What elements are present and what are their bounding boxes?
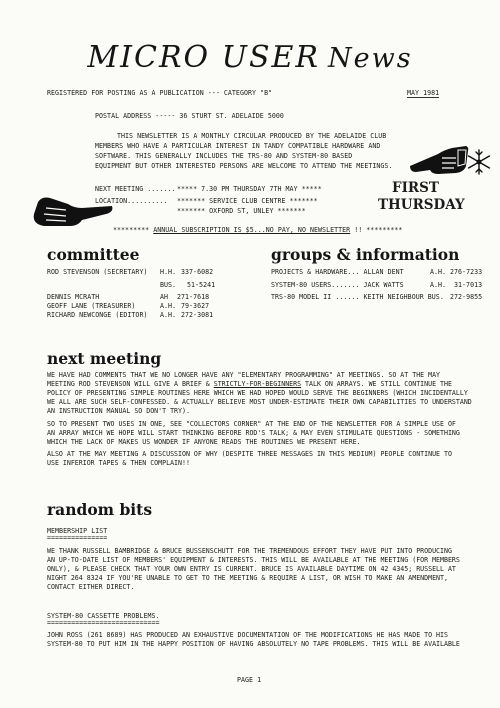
page-number: PAGE 1 — [237, 676, 262, 684]
masthead-title: MICRO USER — [87, 40, 320, 75]
paragraph-line: SYSTEM-80 TO PUT HIM IN THE HAPPY POSITION OF HAVING ABSOLUTELY NO TAPE PROBLEMS. THIS WILL BE AVAILABLE — [47, 640, 460, 648]
group-topic: SYSTEM-80 USERS....... JACK WATTS — [271, 281, 404, 289]
membership-rule: =============== — [47, 534, 108, 542]
committee-phone-label: H.H. — [160, 268, 177, 276]
group-phone-label: A.H. — [430, 281, 447, 289]
paragraph-text: TALK ON ARRAYS. WE STILL CONTINUE THE — [301, 380, 452, 388]
pointing-hand-icon — [408, 136, 470, 180]
intro-line-3: SOFTWARE. THIS GENERALLY INCLUDES THE TRS-80 AND SYSTEM-80 BASED — [95, 152, 353, 160]
committee-phone: 271-7618 — [177, 293, 210, 301]
group-phone: 276-7233 — [450, 268, 483, 276]
membership-title: MEMBERSHIP LIST — [47, 527, 108, 535]
cassette-title: SYSTEM-80 CASSETTE PROBLEMS. — [47, 612, 160, 620]
intro-line-4: EQUIPMENT BUT OTHER INTERESTED PERSONS ARE WELCOME TO ATTEND THE MEETINGS. — [95, 162, 393, 170]
paragraph-text: MEETING ROD STEVENSON WILL GIVE A BRIEF & — [47, 380, 214, 388]
paragraph-line: NIGHT 264 8324 IF YOU'RE UNABLE TO GET TO THE MEETING & REQUIRE A LIST, OR WISH TO MAKE AN AMENDMENT, — [47, 574, 448, 582]
intro-line-2: MEMBERS WHO HAVE A PARTICULAR INTEREST IN TANDY COMPATIBLE HARDWARE AND — [95, 142, 381, 150]
first-word: FIRST — [392, 180, 439, 196]
next-meeting-heading: next meeting — [47, 349, 162, 368]
paragraph-line: WE ALL ARE SUCH SELF-CONFESSED. & ACTUALLY BELIEVE MOST UNDER-ESTIMATE THEIR OWN CAPABILITIES TO UNDERSTAND — [47, 398, 472, 406]
groups-heading: groups & information — [271, 245, 460, 264]
intro-line-1: THIS NEWSLETTER IS A MONTHLY CIRCULAR PRODUCED BY THE ADELAIDE CLUB — [117, 132, 387, 140]
committee-name: DENNIS MCRATH — [47, 293, 100, 301]
subscription-text: ANNUAL SUBSCRIPTION IS $5...NO PAY, NO NEWSLETTER — [153, 226, 351, 234]
paragraph-line: JOHN ROSS (261 8689) HAS PRODUCED AN EXHAUSTIVE DOCUMENTATION OF THE MODIFICATIONS HE HAS MADE TO HIS — [47, 631, 448, 639]
committee-phone: 79-3627 — [181, 302, 210, 310]
paragraph-line: AN ARRAY WHICH WE HOPE WILL START THINKING BEFORE ROD'S TALK; & MAY EVEN STIMULATE QUESTIONS - SOMETHING — [47, 429, 460, 437]
paragraph-line: WE HAVE HAD COMMENTS THAT WE NO LONGER HAVE ANY "ELEMENTARY PROGRAMMING" AT MEETINGS. SO AT THE MAY — [47, 371, 441, 379]
committee-name: ROD STEVENSON (SECRETARY) — [47, 268, 148, 276]
date-rule — [407, 97, 439, 98]
masthead-news: News — [328, 43, 413, 74]
group-phone: 31-7013 — [454, 281, 483, 289]
paragraph-line: CONTACT EITHER DIRECT. — [47, 583, 135, 591]
location-line-1: ******* SERVICE CLUB CENTRE ******* — [177, 197, 318, 205]
subscription-stars-left: ********* — [113, 226, 150, 234]
committee-phone-label: A.H. — [160, 302, 177, 310]
group-phone: 272-9855 — [450, 293, 483, 301]
committee-name: RICHARD NEWCONGE (EDITOR) — [47, 311, 148, 319]
location-line-2: ******* OXFORD ST, UNLEY ******* — [177, 207, 306, 215]
subscription-line — [113, 226, 402, 234]
paragraph-line: WHICH THE LACK OF MAKES US WONDER IF ANYONE READS THE ROUTINES WE PRESENT HERE. — [47, 438, 361, 446]
cassette-rule: ============================ — [47, 619, 160, 627]
beginners-emphasis: STRICTLY-FOR-BEGINNERS — [213, 380, 302, 388]
committee-phone-label: A.H. — [160, 311, 177, 319]
committee-phone-label: AH — [160, 293, 169, 301]
committee-phone-label: BUS. — [160, 281, 177, 289]
next-meeting-value: ***** 7.30 PM THURSDAY 7TH MAY ***** — [177, 185, 322, 193]
postal-address: POSTAL ADDRESS ----- 36 STURT ST. ADELAIDE 5000 — [95, 112, 284, 120]
issue-date: MAY 1981 — [407, 89, 440, 97]
paragraph-line: POLICY OF PRESENTING SIMPLE ROUTINES HERE WHICH WE HAD HOPED WOULD SERVE THE BEGINNERS (WHICH INCIDENTALLY — [47, 389, 468, 397]
group-topic: PROJECTS & HARDWARE... ALLAN DENT — [271, 268, 404, 276]
group-phone-label: A.H. — [430, 268, 447, 276]
snowflake-icon — [465, 148, 493, 176]
paragraph-line: AN INSTRUCTION MANUAL SO DON'T TRY). — [47, 407, 190, 415]
location-label: LOCATION.......... — [95, 197, 168, 205]
paragraph-line — [47, 380, 485, 388]
paragraph-line: ALSO AT THE MAY MEETING A DISCUSSION OF WHY (DESPITE THREE MESSAGES IN THIS MEDIUM) PEOPLE CONTINUE TO — [47, 450, 452, 458]
committee-phone: 272-3081 — [181, 311, 214, 319]
thursday-word: THURSDAY — [378, 197, 465, 213]
paragraph-line: SO TO PRESENT TWO USES IN ONE, SEE "COLLECTORS CORNER" AT THE END OF THE NEWSLETTER FOR A SIMPLE USE OF — [47, 420, 456, 428]
next-meeting-label: NEXT MEETING ....... — [95, 185, 176, 193]
paragraph-line: WE THANK RUSSELL BAMBRIDGE & BRUCE BUSSENSCHUTT FOR THE TREMENDOUS EFFORT THEY HAVE PUT INTO PRODUCING — [47, 547, 452, 555]
committee-heading: committee — [47, 245, 140, 264]
paragraph-line: AN UP-TO-DATE LIST OF MEMBERS' EQUIPMENT & INTERESTS. THIS WILL BE AVAILABLE AT THE MEETING (FOR MEMBERS — [47, 556, 460, 564]
random-bits-heading: random bits — [47, 500, 153, 519]
committee-name: GEOFF LANE (TREASURER) — [47, 302, 136, 310]
paragraph-line: ONLY), & PLEASE CHECK THAT YOUR OWN ENTRY IS CURRENT. BRUCE IS AVAILABLE DAYTIME ON 42 4345; RUSSELL AT — [47, 565, 456, 573]
registration-line: REGISTERED FOR POSTING AS A PUBLICATION --- CATEGORY "B" — [47, 89, 273, 97]
group-topic: TRS-80 MODEL II ...... KEITH NEIGHBOUR BUS. — [271, 293, 444, 301]
masthead — [0, 40, 500, 75]
committee-phone: 51-5241 — [187, 281, 216, 289]
paragraph-line: USE INFERIOR TAPES & THEN COMPLAIN!! — [47, 459, 190, 467]
subscription-stars-right: !! ********* — [354, 226, 403, 234]
committee-phone: 337-6082 — [181, 268, 214, 276]
